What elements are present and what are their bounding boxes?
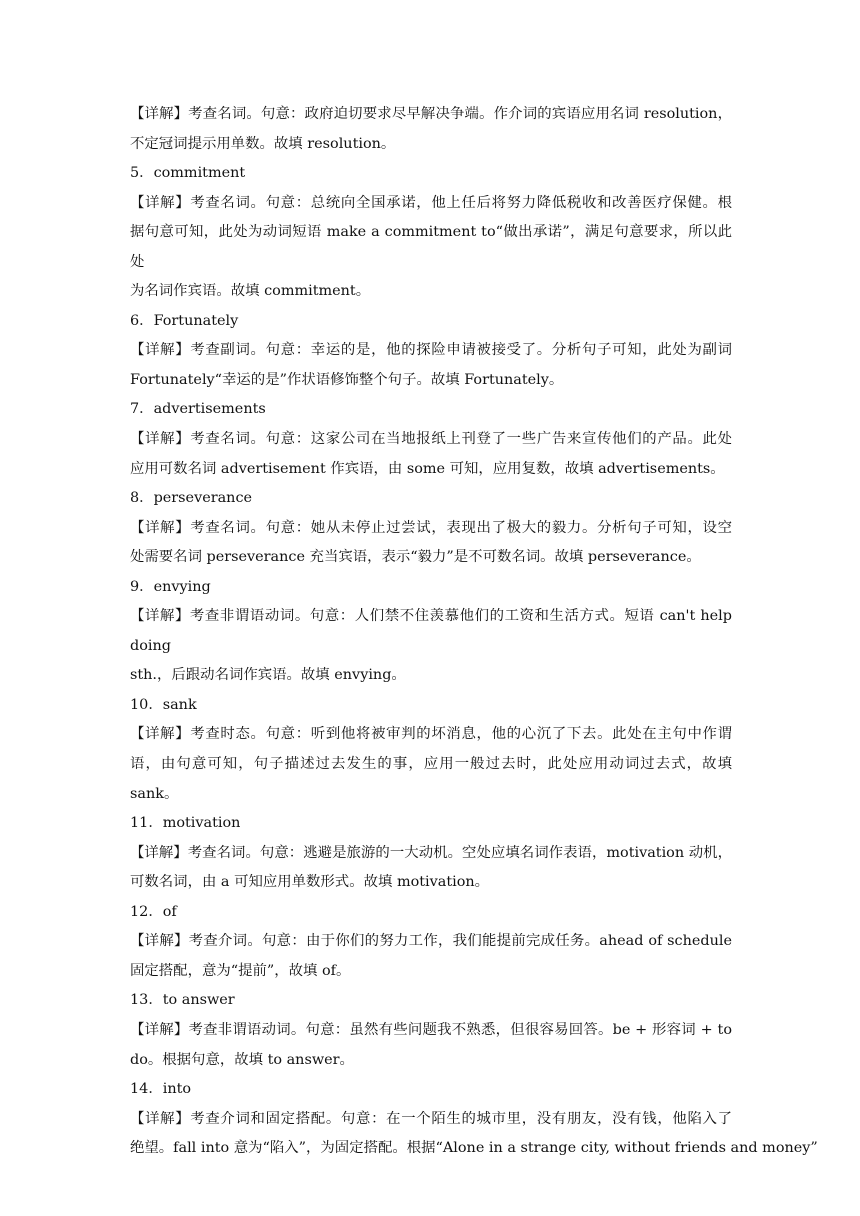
answer-line bbox=[130, 898, 732, 928]
answer-text: to answer bbox=[162, 992, 235, 1009]
explanation-line: 绝望。fall into 意为“陷入”，为固定搭配。根据“Alone in a strange city, without friends and money” bbox=[130, 1140, 818, 1157]
question-number: 14 bbox=[130, 1081, 149, 1098]
question-number: 5 bbox=[130, 165, 140, 182]
question-number: 9 bbox=[130, 578, 140, 595]
answer-text: motivation bbox=[162, 815, 241, 832]
answer-line bbox=[130, 484, 732, 514]
explanation-line: 【详解】考查名词。句意：逃避是旅游的一大动机。空处应填名词作表语，motivation 动机， bbox=[130, 844, 732, 861]
number-separator: ． bbox=[139, 490, 154, 507]
explanation-line: 【详解】考查时态。句意：听到他将被审判的坏消息，他的心沉了下去。此处在主句中作谓 bbox=[130, 726, 732, 743]
answer-line bbox=[130, 986, 732, 1016]
explanation-line: 【详解】考查非谓语动词。句意：虽然有些问题我不熟悉，但很容易回答。be + 形容词 + to bbox=[130, 1021, 732, 1038]
explanation-block bbox=[130, 514, 732, 573]
explanation-line: do。根据句意，故填 to answer。 bbox=[130, 1051, 354, 1068]
explanation-line: 【详解】考查名词。句意：总统向全国承诺，他上任后将努力降低税收和改善医疗保健。根 bbox=[130, 194, 732, 211]
answer-line bbox=[130, 573, 732, 603]
explanation-block bbox=[130, 425, 732, 484]
explanation-line: 固定搭配，意为“提前”，故填 of。 bbox=[130, 962, 351, 979]
number-separator: ． bbox=[148, 1081, 163, 1098]
explanation-line: sank。 bbox=[130, 785, 179, 802]
explanation-block bbox=[130, 1016, 732, 1075]
explanation-line: 【详解】考查非谓语动词。句意：人们禁不住羡慕他们的工资和生活方式。短语 can't help doing bbox=[130, 608, 732, 654]
answer-line bbox=[130, 395, 732, 425]
explanation-line: 【详解】考查名词。句意：这家公司在当地报纸上刊登了一些广告来宣传他们的产品。此处 bbox=[130, 431, 732, 448]
explanation-block bbox=[130, 100, 732, 159]
explanation-line: 【详解】考查介词。句意：由于你们的努力工作，我们能提前完成任务。ahead of schedule bbox=[130, 933, 732, 950]
explanation-block bbox=[130, 720, 732, 809]
explanation-line: 【详解】考查介词和固定搭配。句意：在一个陌生的城市里，没有朋友，没有钱，他陷入了 bbox=[130, 1110, 732, 1127]
answer-line bbox=[130, 307, 732, 337]
answer-line bbox=[130, 691, 732, 721]
explanation-line: 【详解】考查名词。句意：她从未停止过尝试，表现出了极大的毅力。分析句子可知，设空 bbox=[130, 519, 732, 536]
explanation-block bbox=[130, 1105, 818, 1164]
explanation-block bbox=[130, 189, 732, 307]
number-separator: ． bbox=[139, 312, 154, 329]
number-separator: ． bbox=[139, 578, 154, 595]
explanation-block bbox=[130, 336, 732, 395]
answer-text: sank bbox=[162, 696, 197, 713]
number-separator: ． bbox=[148, 992, 163, 1009]
explanation-line: 应用可数名词 advertisement 作宾语，由 some 可知，应用复数，故填 advertisements。 bbox=[130, 460, 725, 477]
explanation-line: 【详解】考查副词。句意：幸运的是，他的探险申请被接受了。分析句子可知，此处为副词 bbox=[130, 342, 732, 359]
answer-line bbox=[130, 1075, 732, 1105]
answer-text: envying bbox=[153, 578, 211, 595]
number-separator: ． bbox=[148, 696, 163, 713]
explanation-line: 处需要名词 perseverance 充当宾语，表示“毅力”是不可数名词。故填 perseverance。 bbox=[130, 549, 701, 566]
number-separator: ． bbox=[148, 815, 163, 832]
question-number: 11 bbox=[130, 815, 149, 832]
question-number: 12 bbox=[130, 903, 149, 920]
explanation-line: Fortunately“幸运的是”作状语修饰整个句子。故填 Fortunately。 bbox=[130, 371, 564, 388]
explanation-line: sth.，后跟动名词作宾语。故填 envying。 bbox=[130, 667, 406, 684]
answer-text: into bbox=[162, 1081, 192, 1098]
number-separator: ． bbox=[148, 903, 163, 920]
question-number: 6 bbox=[130, 312, 140, 329]
explanation-block bbox=[130, 602, 732, 691]
answer-text: perseverance bbox=[153, 490, 253, 507]
question-number: 10 bbox=[130, 696, 149, 713]
explanation-line: 据句意可知，此处为动词短语 make a commitment to“做出承诺”，满足句意要求，所以此处 bbox=[130, 224, 732, 270]
answer-text: Fortunately bbox=[153, 312, 239, 329]
explanation-line: 不定冠词提示用单数。故填 resolution。 bbox=[130, 135, 396, 152]
explanation-line: 为名词作宾语。故填 commitment。 bbox=[130, 283, 371, 300]
explanation-line: 语，由句意可知，句子描述过去发生的事，应用一般过去时，此处应用动词过去式，故填 bbox=[130, 756, 732, 773]
answer-text: of bbox=[162, 903, 177, 920]
answer-line bbox=[130, 159, 732, 189]
answer-line bbox=[130, 809, 732, 839]
question-number: 13 bbox=[130, 992, 149, 1009]
explanation-line: 可数名词，由 a 可知应用单数形式。故填 motivation。 bbox=[130, 874, 490, 891]
explanation-line: 【详解】考查名词。句意：政府迫切要求尽早解决争端。作介词的宾语应用名词 resolution， bbox=[130, 106, 732, 122]
number-separator: ． bbox=[139, 401, 154, 418]
number-separator: ． bbox=[139, 165, 154, 182]
question-number: 7 bbox=[130, 401, 140, 418]
question-number: 8 bbox=[130, 490, 140, 507]
explanation-block bbox=[130, 927, 732, 986]
answer-text: advertisements bbox=[153, 401, 266, 418]
answer-text: commitment bbox=[153, 165, 246, 182]
explanation-block bbox=[130, 839, 732, 898]
